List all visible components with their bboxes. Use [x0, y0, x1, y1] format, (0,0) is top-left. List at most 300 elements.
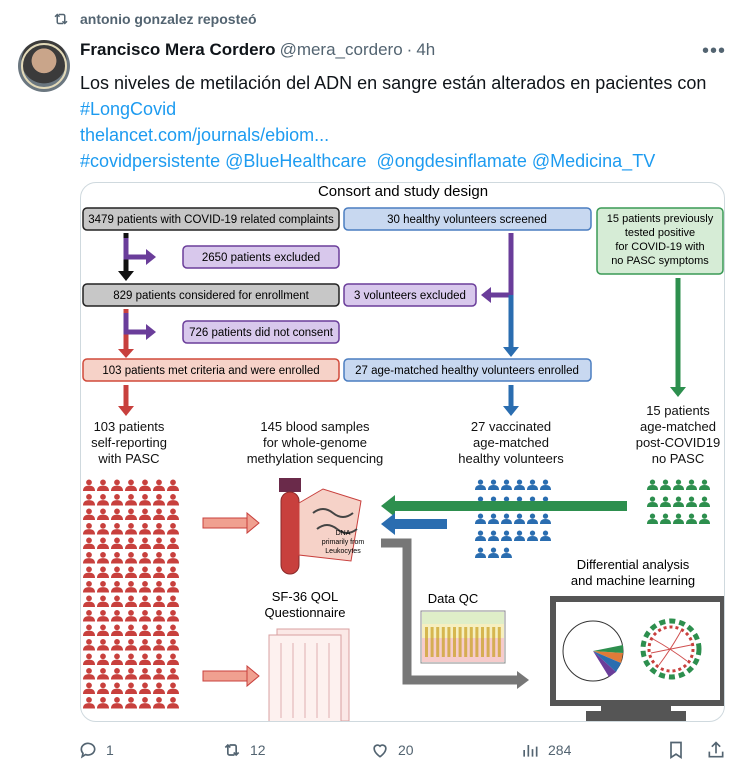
box-no-pasc-line1: 15 patients previously: [606, 213, 714, 225]
person-icon: [114, 494, 120, 500]
dna-label-2: primarily from: [321, 539, 365, 546]
person-icon: [514, 485, 525, 490]
person-icon: [543, 479, 548, 484]
person-icon: [139, 515, 151, 520]
person-icon: [86, 639, 92, 645]
person-icon: [663, 479, 668, 484]
repost-indicator[interactable]: [52, 10, 257, 28]
person-icon: [86, 494, 92, 500]
qc-bar: [453, 627, 456, 657]
person-icon: [491, 513, 496, 518]
qc-bar: [464, 627, 467, 657]
person-icon: [699, 502, 710, 507]
person-icon: [167, 558, 179, 563]
person-icon: [97, 500, 109, 505]
samples-label-3: methylation sequencing: [246, 451, 384, 466]
person-icon: [114, 552, 120, 558]
nopasc-patient-icons: [647, 479, 710, 524]
person-icon: [125, 500, 137, 505]
person-icon: [86, 668, 92, 674]
person-icon: [167, 616, 179, 621]
person-icon: [491, 479, 496, 484]
person-icon: [491, 547, 496, 552]
person-icon: [170, 479, 176, 485]
person-icon: [676, 513, 681, 518]
person-icon: [167, 500, 179, 505]
person-icon: [139, 674, 151, 679]
like-button[interactable]: [370, 740, 414, 760]
study-design-figure: [81, 183, 725, 722]
author-name[interactable]: Francisco Mera Cordero: [80, 40, 276, 59]
tweet-image[interactable]: [80, 182, 725, 722]
person-icon: [111, 515, 123, 520]
person-icon: [100, 653, 106, 659]
person-icon: [676, 479, 681, 484]
person-icon: [689, 496, 694, 501]
pasc-patient-icons: [83, 479, 179, 708]
person-icon: [517, 479, 522, 484]
person-icon: [530, 530, 535, 535]
person-icon: [111, 500, 123, 505]
person-icon: [153, 602, 165, 607]
tweet-header: [80, 40, 435, 60]
person-icon: [647, 485, 658, 490]
person-icon: [125, 529, 137, 534]
person-icon: [142, 566, 148, 572]
person-icon: [491, 496, 496, 501]
person-icon: [156, 537, 162, 543]
person-icon: [111, 486, 123, 491]
box-excluded-text: 2650 patients excluded: [201, 252, 321, 264]
person-icon: [83, 602, 95, 607]
person-icon: [128, 581, 134, 587]
person-icon: [114, 581, 120, 587]
person-icon: [97, 660, 109, 665]
person-icon: [128, 668, 134, 674]
box-no-pasc-line2: tested positive: [624, 227, 696, 239]
person-icon: [514, 536, 525, 541]
person-icon: [125, 486, 137, 491]
arrow-blue-to-tube: [395, 519, 447, 529]
questionnaire-pages: [269, 629, 349, 722]
qc-bar: [487, 627, 490, 657]
person-icon: [170, 595, 176, 601]
person-icon: [139, 631, 151, 636]
person-icon: [83, 558, 95, 563]
person-icon: [142, 668, 148, 674]
arrow-purple-3: [491, 233, 511, 295]
arrow-green-head: [670, 387, 686, 397]
person-icon: [97, 558, 109, 563]
person-icon: [501, 553, 512, 558]
hashtag-covidpersistente[interactable]: #covidpersistente: [80, 151, 221, 171]
person-icon: [97, 674, 109, 679]
box-healthy-enrolled-text: 27 age-matched healthy volunteers enrolled: [355, 365, 579, 377]
qc-bar: [425, 627, 428, 657]
retweet-button[interactable]: [222, 740, 266, 760]
person-icon: [125, 573, 137, 578]
arrow-pasc-to-tube: [203, 518, 247, 528]
person-icon: [156, 653, 162, 659]
person-icon: [111, 616, 123, 621]
person-icon: [142, 552, 148, 558]
share-button[interactable]: [706, 740, 726, 760]
person-icon: [142, 624, 148, 630]
person-icon: [478, 479, 483, 484]
person-icon: [83, 631, 95, 636]
person-icon: [156, 523, 162, 529]
person-icon: [153, 558, 165, 563]
person-icon: [114, 668, 120, 674]
person-icon: [153, 660, 165, 665]
person-icon: [167, 631, 179, 636]
person-icon: [673, 502, 684, 507]
person-icon: [540, 519, 551, 524]
person-icon: [167, 660, 179, 665]
person-icon: [153, 674, 165, 679]
person-icon: [128, 552, 134, 558]
person-icon: [139, 689, 151, 694]
person-icon: [647, 502, 658, 507]
person-icon: [517, 530, 522, 535]
person-icon: [488, 485, 499, 490]
person-icon: [86, 624, 92, 630]
person-icon: [139, 529, 151, 534]
person-icon: [86, 479, 92, 485]
person-icon: [650, 479, 655, 484]
person-icon: [647, 519, 658, 524]
person-icon: [663, 513, 668, 518]
person-icon: [83, 616, 95, 621]
person-icon: [83, 703, 95, 708]
person-icon: [114, 479, 120, 485]
person-icon: [153, 616, 165, 621]
person-icon: [125, 689, 137, 694]
person-icon: [170, 537, 176, 543]
person-icon: [170, 610, 176, 616]
person-icon: [170, 494, 176, 500]
person-icon: [170, 508, 176, 514]
person-icon: [111, 544, 123, 549]
views-button[interactable]: [520, 740, 571, 760]
person-icon: [97, 703, 109, 708]
repost-label: antonio gonzalez reposteó: [80, 11, 257, 27]
person-icon: [114, 566, 120, 572]
person-icon: [125, 515, 137, 520]
person-icon: [170, 581, 176, 587]
person-icon: [128, 494, 134, 500]
person-icon: [100, 508, 106, 514]
arrow-purple-2: [126, 313, 146, 332]
person-icon: [514, 519, 525, 524]
person-icon: [97, 515, 109, 520]
person-icon: [650, 496, 655, 501]
qc-bar: [470, 627, 473, 657]
person-icon: [128, 682, 134, 688]
person-icon: [114, 639, 120, 645]
qc-bar: [436, 627, 439, 657]
person-icon: [475, 485, 486, 490]
qc-bar: [442, 627, 445, 657]
person-icon: [167, 645, 179, 650]
separator: ·: [406, 40, 413, 59]
pasc-label-3: with PASC: [98, 451, 160, 466]
person-icon: [676, 496, 681, 501]
box-enrolled-text: 103 patients met criteria and were enrolled: [102, 365, 320, 377]
person-icon: [153, 486, 165, 491]
person-icon: [111, 602, 123, 607]
person-icon: [702, 496, 707, 501]
person-icon: [142, 653, 148, 659]
person-icon: [111, 689, 123, 694]
person-icon: [527, 519, 538, 524]
person-icon: [153, 689, 165, 694]
person-icon: [125, 602, 137, 607]
person-icon: [83, 689, 95, 694]
person-icon: [156, 682, 162, 688]
person-icon: [167, 486, 179, 491]
person-icon: [128, 697, 134, 703]
qc-bar: [459, 627, 462, 657]
blood-tube: [279, 478, 361, 574]
monitor-icon: [553, 599, 723, 721]
nopasc-label-2: age-matched: [640, 419, 716, 434]
mention-ongdesinflamate[interactable]: @ongdesinflamate: [376, 151, 527, 171]
person-icon: [170, 523, 176, 529]
person-icon: [139, 703, 151, 708]
qc-plot: [421, 611, 505, 663]
person-icon: [100, 595, 106, 601]
qol-label-2: Questionnaire: [264, 605, 346, 620]
person-icon: [128, 639, 134, 645]
person-icon: [111, 558, 123, 563]
arrow-purple-1-head: [146, 249, 156, 265]
person-icon: [156, 639, 162, 645]
qc-label: Data QC: [427, 591, 479, 606]
more-icon[interactable]: •••: [701, 40, 726, 62]
healthy-volunteer-icons: [475, 479, 551, 558]
pasc-label-1: 103 patients: [93, 419, 165, 434]
tweet-body: Los niveles de metilación del ADN en sangre están alterados en pacientes con: [80, 73, 707, 93]
timestamp[interactable]: 4h: [416, 40, 436, 59]
person-icon: [86, 697, 92, 703]
person-icon: [100, 624, 106, 630]
person-icon: [517, 513, 522, 518]
arrow-red-head-2: [118, 406, 134, 416]
person-icon: [128, 624, 134, 630]
person-icon: [125, 660, 137, 665]
person-icon: [142, 610, 148, 616]
person-icon: [111, 587, 123, 592]
box-volunteers-excluded-text: 3 volunteers excluded: [354, 290, 466, 302]
person-icon: [128, 595, 134, 601]
person-icon: [488, 536, 499, 541]
person-icon: [660, 519, 671, 524]
person-icon: [504, 513, 509, 518]
person-icon: [170, 624, 176, 630]
person-icon: [543, 513, 548, 518]
person-icon: [504, 547, 509, 552]
person-icon: [153, 529, 165, 534]
person-icon: [100, 552, 106, 558]
arrow-purple-3-head: [481, 287, 491, 303]
article-link[interactable]: thelancet.com/journals/ebiom...: [80, 125, 330, 145]
person-icon: [673, 485, 684, 490]
person-icon: [702, 479, 707, 484]
person-icon: [488, 519, 499, 524]
person-icon: [86, 581, 92, 587]
person-icon: [100, 523, 106, 529]
person-icon: [114, 537, 120, 543]
person-icon: [125, 703, 137, 708]
person-icon: [167, 573, 179, 578]
arrow-purple-2-head: [146, 324, 156, 340]
author-handle[interactable]: @mera_cordero: [279, 40, 403, 59]
person-icon: [139, 558, 151, 563]
person-icon: [125, 631, 137, 636]
person-icon: [100, 581, 106, 587]
person-icon: [83, 645, 95, 650]
person-icon: [86, 682, 92, 688]
reply-count: 1: [106, 742, 114, 758]
person-icon: [83, 660, 95, 665]
person-icon: [142, 697, 148, 703]
person-icon: [86, 508, 92, 514]
person-icon: [83, 573, 95, 578]
person-icon: [139, 645, 151, 650]
person-icon: [153, 645, 165, 650]
person-icon: [478, 530, 483, 535]
person-icon: [153, 573, 165, 578]
person-icon: [114, 682, 120, 688]
person-icon: [153, 544, 165, 549]
person-icon: [139, 660, 151, 665]
person-icon: [97, 616, 109, 621]
person-icon: [114, 697, 120, 703]
person-icon: [100, 479, 106, 485]
person-icon: [111, 703, 123, 708]
person-icon: [128, 523, 134, 529]
person-icon: [97, 544, 109, 549]
person-icon: [540, 485, 551, 490]
nopasc-label-4: no PASC: [651, 451, 705, 466]
mention-medicina-tv[interactable]: @Medicina_TV: [531, 151, 656, 171]
hashtag-longcovid[interactable]: #LongCovid: [80, 99, 177, 119]
retweet-icon: [222, 740, 242, 760]
person-icon: [100, 537, 106, 543]
person-icon: [478, 496, 483, 501]
person-icon: [530, 513, 535, 518]
bookmark-button[interactable]: [666, 740, 686, 760]
samples-label-2: for whole-genome: [262, 435, 368, 450]
person-icon: [504, 479, 509, 484]
retweet-icon: [52, 10, 70, 28]
person-icon: [170, 653, 176, 659]
person-icon: [114, 595, 120, 601]
person-icon: [97, 529, 109, 534]
person-icon: [478, 513, 483, 518]
person-icon: [97, 602, 109, 607]
person-icon: [142, 595, 148, 601]
person-icon: [125, 587, 137, 592]
analysis-label-2: and machine learning: [570, 573, 696, 588]
person-icon: [125, 616, 137, 621]
reply-button[interactable]: [78, 740, 114, 760]
person-icon: [543, 496, 548, 501]
person-icon: [100, 697, 106, 703]
person-icon: [86, 566, 92, 572]
box-considered-text: 829 patients considered for enrollment: [113, 290, 309, 302]
person-icon: [83, 674, 95, 679]
person-icon: [689, 479, 694, 484]
person-icon: [83, 529, 95, 534]
person-icon: [142, 537, 148, 543]
mention-bluehealthcare[interactable]: @BlueHealthcare: [225, 151, 367, 171]
person-icon: [167, 544, 179, 549]
person-icon: [167, 515, 179, 520]
qc-bar: [475, 627, 478, 657]
dna-label-1: DNA: [335, 530, 351, 537]
person-icon: [142, 479, 148, 485]
person-icon: [153, 703, 165, 708]
person-icon: [686, 502, 697, 507]
person-icon: [170, 552, 176, 558]
avatar[interactable]: [18, 40, 70, 92]
person-icon: [139, 544, 151, 549]
person-icon: [83, 544, 95, 549]
person-icon: [114, 653, 120, 659]
person-icon: [114, 624, 120, 630]
nopasc-label-3: post-COVID19: [635, 435, 721, 450]
person-icon: [139, 587, 151, 592]
qc-bar: [447, 627, 450, 657]
person-icon: [488, 553, 499, 558]
person-icon: [142, 523, 148, 529]
person-icon: [663, 496, 668, 501]
samples-label-1: 145 blood samples: [260, 419, 370, 434]
box-no-consent-text: 726 patients did not consent: [189, 327, 333, 339]
person-icon: [142, 682, 148, 688]
person-icon: [111, 573, 123, 578]
person-icon: [170, 682, 176, 688]
person-icon: [86, 552, 92, 558]
person-icon: [114, 523, 120, 529]
person-icon: [475, 519, 486, 524]
person-icon: [153, 587, 165, 592]
person-icon: [142, 508, 148, 514]
arrow-purple-1: [126, 238, 146, 257]
person-icon: [111, 631, 123, 636]
person-icon: [660, 502, 671, 507]
person-icon: [97, 486, 109, 491]
person-icon: [86, 595, 92, 601]
arrow-green-to-tube: [395, 501, 627, 511]
arrow-pasc-to-tube-head: [247, 513, 259, 533]
like-count: 20: [398, 742, 414, 758]
person-icon: [156, 494, 162, 500]
healthy-label-1: 27 vaccinated: [470, 419, 552, 434]
person-icon: [156, 479, 162, 485]
person-icon: [527, 485, 538, 490]
person-icon: [650, 513, 655, 518]
arrow-pasc-to-qol-head: [247, 666, 259, 686]
box-no-pasc-line3: for COVID-19 with: [615, 241, 705, 253]
person-icon: [156, 581, 162, 587]
person-icon: [114, 508, 120, 514]
person-icon: [139, 616, 151, 621]
person-icon: [156, 624, 162, 630]
person-icon: [142, 639, 148, 645]
